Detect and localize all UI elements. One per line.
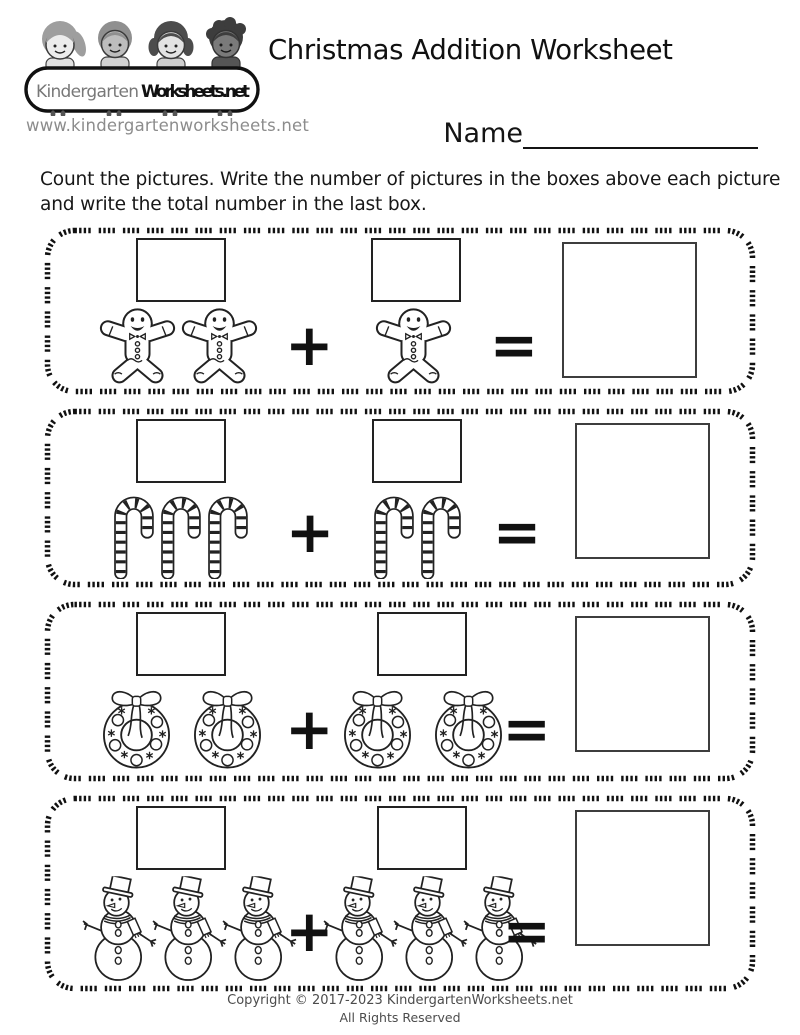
wreath-icon bbox=[181, 682, 274, 775]
gingerbread-man-icon bbox=[181, 308, 258, 387]
problem-row bbox=[44, 408, 756, 588]
footer-copyright: Copyright © 2017-2023 KindergartenWorksheets.net bbox=[227, 993, 573, 1008]
addend1-group bbox=[98, 238, 263, 387]
sum-box[interactable] bbox=[575, 616, 710, 752]
candy-cane-icon bbox=[157, 489, 202, 579]
addend2-pictures bbox=[370, 489, 464, 579]
equals-sign: = bbox=[489, 311, 539, 380]
addend1-box[interactable] bbox=[136, 612, 226, 676]
addend2-pictures bbox=[375, 308, 457, 387]
kid-boy-gray-icon bbox=[98, 21, 132, 71]
addend2-group bbox=[357, 419, 477, 579]
addend2-pictures bbox=[317, 876, 527, 982]
plus-sign: + bbox=[285, 897, 334, 966]
plus-sign: + bbox=[285, 311, 334, 380]
addend1-pictures bbox=[76, 876, 286, 982]
addend2-group bbox=[356, 612, 489, 775]
plus-sign: + bbox=[285, 498, 335, 567]
instructions-text: Count the pictures. Write the number of pictures in the boxes above each picture and write the total number in the last box. bbox=[40, 169, 781, 215]
addend2-group bbox=[356, 806, 489, 982]
problems-list bbox=[44, 227, 756, 992]
footer-rights: All Rights Reserved bbox=[339, 1010, 461, 1025]
addend1-pictures bbox=[110, 489, 251, 579]
footer bbox=[0, 993, 800, 1025]
brand-text-black: Worksheets.net bbox=[141, 82, 250, 102]
candy-cane-icon bbox=[110, 489, 155, 579]
sum-box[interactable] bbox=[562, 242, 697, 378]
addend1-pictures bbox=[90, 682, 272, 775]
plus-sign: + bbox=[285, 695, 334, 764]
problem-row bbox=[44, 601, 756, 782]
addend1-box[interactable] bbox=[136, 238, 226, 302]
gingerbread-man-icon bbox=[375, 308, 452, 387]
addend1-group bbox=[98, 806, 263, 982]
addend2-box[interactable] bbox=[377, 612, 467, 676]
name-label: Name bbox=[443, 118, 523, 149]
addend2-group bbox=[356, 238, 476, 387]
sum-box[interactable] bbox=[575, 810, 710, 946]
problem-row bbox=[44, 795, 756, 992]
addend1-box[interactable] bbox=[136, 419, 226, 483]
addend2-box[interactable] bbox=[372, 419, 462, 483]
wreath-icon bbox=[422, 682, 515, 775]
addend1-box[interactable] bbox=[136, 806, 226, 870]
wreath-icon bbox=[331, 682, 424, 775]
name-row bbox=[443, 118, 758, 149]
brand-text-gray: Kindergarten bbox=[36, 82, 139, 102]
equals-sign: = bbox=[502, 695, 551, 764]
logo-kids-icon bbox=[22, 12, 262, 116]
addend1-group bbox=[98, 612, 263, 775]
kid-boy-curly-icon bbox=[206, 17, 246, 72]
name-write-line[interactable] bbox=[523, 119, 758, 149]
addend2-pictures bbox=[331, 682, 513, 775]
candy-cane-icon bbox=[370, 489, 415, 579]
kid-girl-pigtails-icon bbox=[149, 21, 194, 72]
kid-girl-ponytail-icon bbox=[42, 21, 89, 72]
page-title: Christmas Addition Worksheet bbox=[268, 34, 673, 66]
addend1-pictures bbox=[99, 308, 263, 387]
equals-sign: = bbox=[492, 498, 542, 567]
addend1-group bbox=[98, 419, 263, 579]
wreath-icon bbox=[90, 682, 183, 775]
equals-sign: = bbox=[502, 897, 551, 966]
gingerbread-man-icon bbox=[99, 308, 176, 387]
worksheet-header bbox=[0, 0, 800, 162]
candy-cane-icon bbox=[417, 489, 462, 579]
site-logo bbox=[22, 12, 262, 120]
sum-box[interactable] bbox=[575, 423, 710, 559]
addend2-box[interactable] bbox=[371, 238, 461, 302]
problem-row bbox=[44, 227, 756, 395]
candy-cane-icon bbox=[204, 489, 249, 579]
website-url: www.kindergartenworksheets.net bbox=[26, 116, 310, 135]
addend2-box[interactable] bbox=[377, 806, 467, 870]
